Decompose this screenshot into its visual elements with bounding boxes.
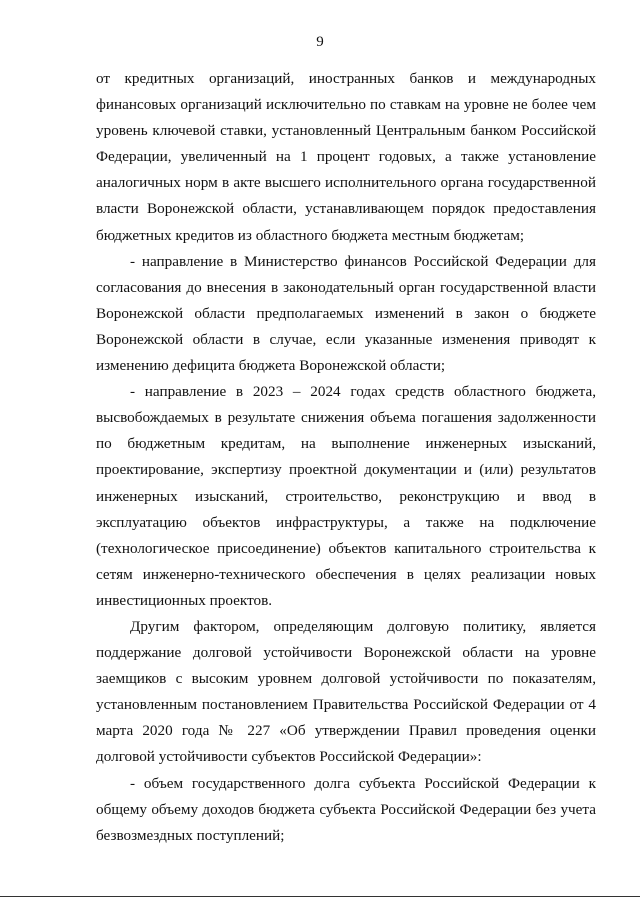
page-number: 9 [316,34,324,50]
bottom-divider [0,896,640,897]
paragraph-ministry-finance: - направление в Министерство финансов Российской Федерации для согласования до внесения в законодательный орган государственной власти Воронежской области предполагаемых изменений в закон о бюджете Воронежской области в случае, если указанные изменения приводят к изменению дефицита бюджета Воронежской области; [96,252,596,375]
paragraph-debt-volume-indicator: - объем государственного долга субъекта Российской Федерации к общему объему доходов бюджета субъекта Российской Федерации без учета безвозмездных поступлений; [96,774,596,844]
paragraph-budget-funds-2023-2024: - направление в 2023 – 2024 годах средств областного бюджета, высвобождаемых в результате снижения объема погашения задолженности по бюджетным кредитам, на выполнение инженерных изысканий, проектирование, экспертизу проектной документации и (или) результатов инженерных изысканий, строительство, реконструкцию и ввод в эксплуатацию объектов инфраструктуры, а также на подключение (технологическое присоединение) объектов капитального строительства к сетям инженерно-технического обеспечения в целях реализации новых инвестиционных проектов. [96,383,596,609]
paragraph-bank-rates: от кредитных организаций, иностранных банков и международных финансовых организаций исключительно по ставкам на уровне не более чем уровень ключевой ставки, установленный Центральным банком Российской Федерации, увеличенный на 1 процент годовых, а также установление аналогичных норм в акте высшего исполнительного органа государственной власти Воронежской области, устанавливающем порядок предоставления бюджетных кредитов из областного бюджета местным бюджетам; [96,70,596,244]
paragraph-debt-sustainability: Другим фактором, определяющим долговую политику, является поддержание долговой устойчивости Воронежской области на уровне заемщиков с высоким уровнем долговой устойчивости по показателям, установленным постановлением Правительства Российской Федерации от 4 марта 2020 года № 227 «Об утверждении Правил проведения оценки долговой устойчивости субъектов Российской Федерации»: [96,617,596,766]
document-body [96,66,596,849]
